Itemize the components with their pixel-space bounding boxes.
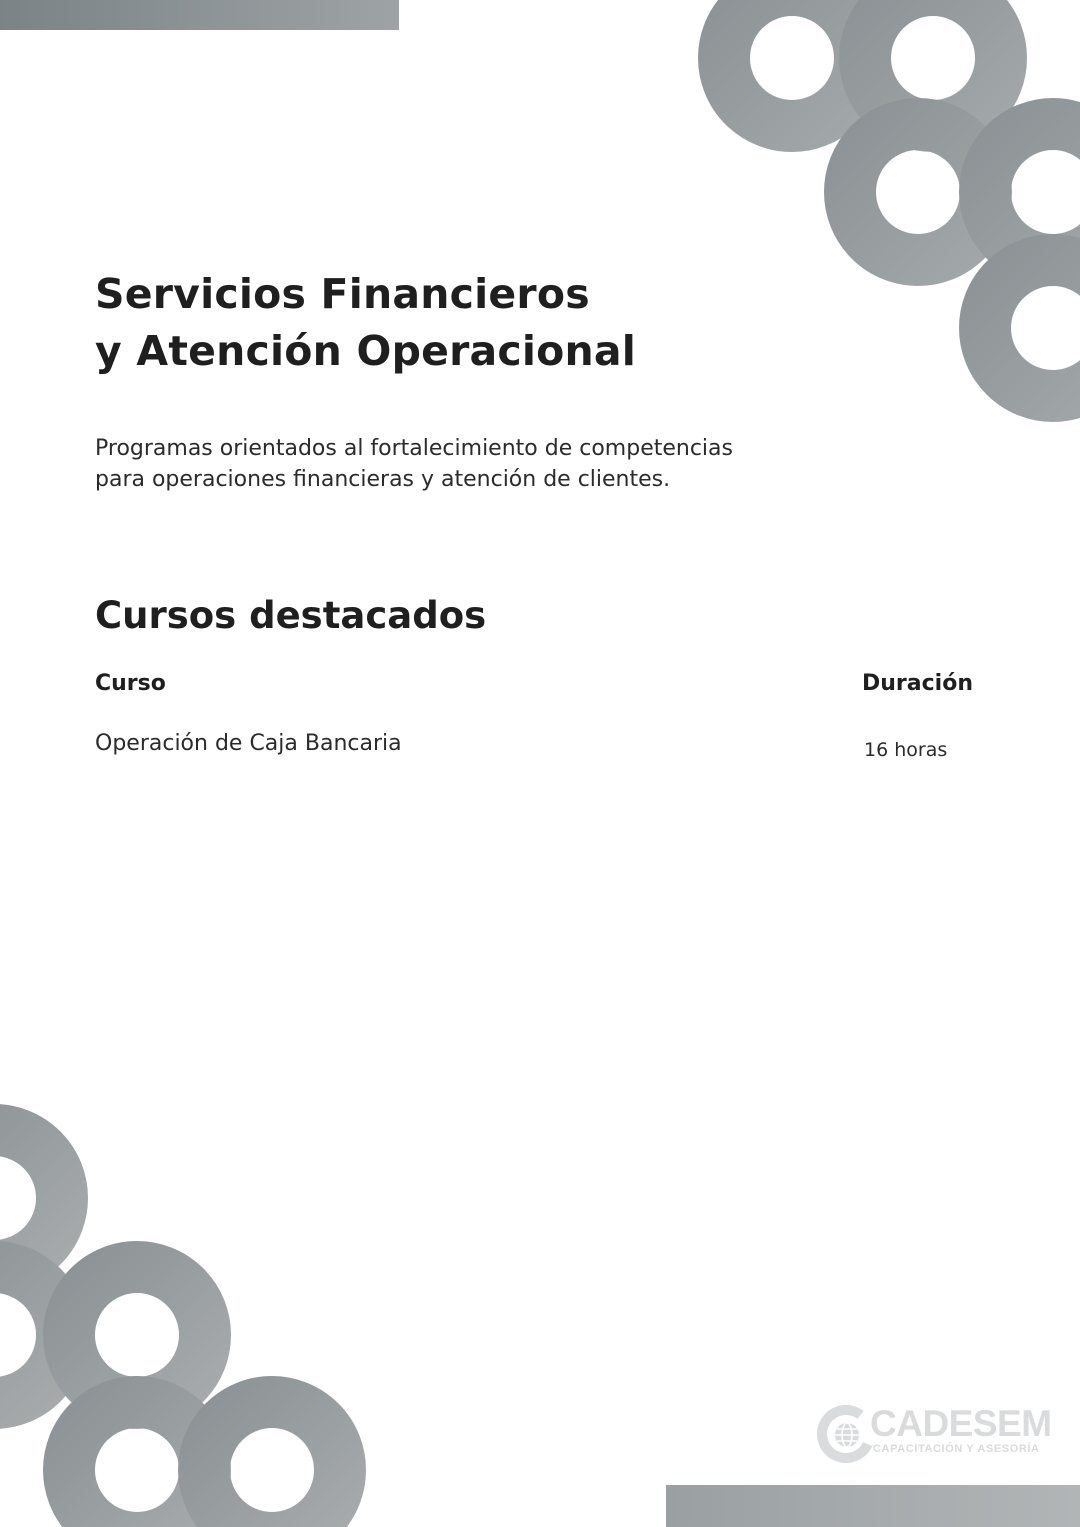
globe-c-logo-icon bbox=[816, 1402, 876, 1466]
course-name-cell: Operación de Caja Bancaria bbox=[95, 731, 402, 756]
intro-paragraph bbox=[95, 433, 733, 495]
company-logo bbox=[816, 1402, 1052, 1468]
intro-line-2: para operaciones financieras y atención de clientes. bbox=[95, 467, 671, 492]
page-title bbox=[95, 266, 636, 380]
courses-section-title: Cursos destacados bbox=[95, 594, 487, 637]
column-header-duration: Duración bbox=[862, 671, 973, 696]
logo-tagline: CAPACITACIÓN Y ASESORÍA bbox=[873, 1443, 1040, 1455]
bottom-accent-bar bbox=[666, 1485, 1080, 1527]
logo-name: CADESEM bbox=[870, 1403, 1052, 1444]
page-title-line-1: Servicios Financieros bbox=[95, 270, 590, 318]
top-accent-bar bbox=[0, 0, 399, 30]
course-duration-cell: 16 horas bbox=[864, 739, 948, 761]
rings-decoration-top bbox=[700, 0, 1080, 430]
intro-line-1: Programas orientados al fortalecimiento de competencias bbox=[95, 436, 733, 461]
column-header-course: Curso bbox=[95, 671, 166, 696]
page-title-line-2: y Atención Operacional bbox=[95, 327, 637, 375]
rings-decoration-bottom bbox=[0, 1090, 380, 1527]
